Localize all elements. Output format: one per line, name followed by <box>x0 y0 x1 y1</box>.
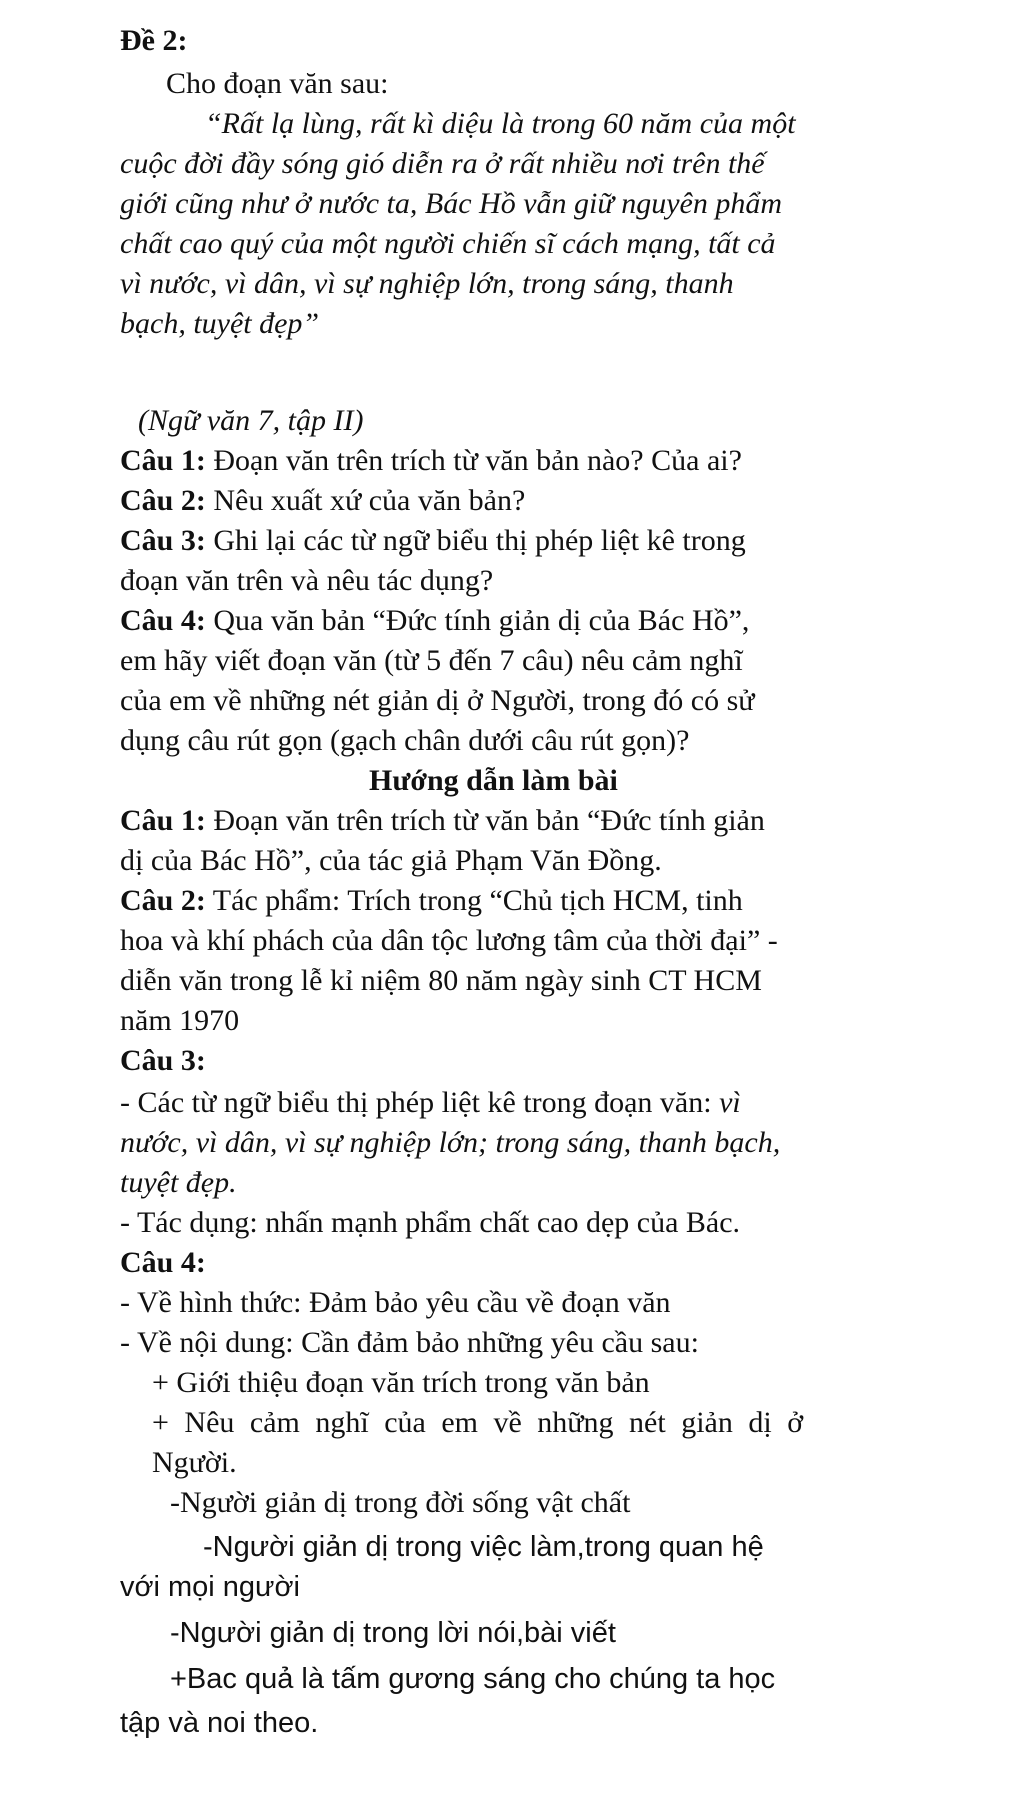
answer-1 <box>120 802 765 840</box>
question-1-text: Đoạn văn trên trích từ văn bản nào? Của ai? <box>205 444 742 477</box>
answer-3-text-2: nước, vì dân, vì sự nghiệp lớn; trong sáng, thanh bạch, <box>120 1126 781 1159</box>
question-1-label: Câu 1: <box>120 444 206 477</box>
answer-2-text-2: hoa và khí phách của dân tộc lương tâm của thời đại” - <box>120 924 778 957</box>
answer-4-text-3: + Giới thiệu đoạn văn trích trong văn bản <box>152 1366 650 1399</box>
question-3-text-1: Ghi lại các từ ngữ biểu thị phép liệt kê trong <box>205 524 746 557</box>
answer-1-text-2: dị của Bác Hồ”, của tác giả Phạm Văn Đồng. <box>120 844 662 877</box>
source-citation: (Ngữ văn 7, tập II) <box>138 404 364 437</box>
question-4-label: Câu 4: <box>120 604 206 637</box>
quote-line-5: vì nước, vì dân, vì sự nghiệp lớn, trong sáng, thanh <box>120 267 734 300</box>
quote-line-4: chất cao quý của một người chiến sĩ cách mạng, tất cả <box>120 227 776 260</box>
answer-3-text-4: - Tác dụng: nhấn mạnh phẩm chất cao dẹp của Bác. <box>120 1206 741 1239</box>
question-4-text-4: dụng câu rút gọn (gạch chân dưới câu rút gọn)? <box>120 724 690 757</box>
quote-line-1: “Rất lạ lùng, rất kì diệu là trong 60 năm của một <box>205 107 796 140</box>
answer-2-text-3: diễn văn trong lễ kỉ niệm 80 năm ngày sinh CT HCM <box>120 964 762 997</box>
answer-4-text-8: với mọi người <box>120 1571 300 1603</box>
quote-line-3: giới cũng như ở nước ta, Bác Hồ vẫn giữ nguyên phẩm <box>120 187 783 220</box>
question-2 <box>120 482 525 520</box>
answer-4-text-10: +Bac quả là tấm gương sáng cho chúng ta học <box>170 1663 776 1695</box>
answer-1-text-1: Đoạn văn trên trích từ văn bản “Đức tính giản <box>205 804 765 837</box>
question-4-text-2: em hãy viết đoạn văn (từ 5 đến 7 câu) nêu cảm nghĩ <box>120 644 743 677</box>
question-3-label: Câu 3: <box>120 524 206 557</box>
answer-4-text-1: - Về hình thức: Đảm bảo yêu cầu về đoạn văn <box>120 1286 671 1319</box>
question-3-text-2: đoạn văn trên và nêu tác dụng? <box>120 564 494 597</box>
question-3 <box>120 522 746 560</box>
guide-title: Hướng dẫn làm bài <box>369 764 618 797</box>
answer-1-label: Câu 1: <box>120 804 206 837</box>
answer-4-text-5: Người. <box>152 1446 237 1479</box>
exam-title: Đề 2: <box>120 24 188 57</box>
answer-4-text-6: -Người giản dị trong đời sống vật chất <box>170 1486 631 1519</box>
answer-3-line-1 <box>120 1084 741 1122</box>
question-4-text-3: của em về những nét giản dị ở Người, trong đó có sử <box>120 684 755 717</box>
answer-4-text-4: + Nêu cảm nghĩ của em về những nét giản dị ở <box>152 1406 804 1439</box>
answer-3-label: Câu 3: <box>120 1044 206 1077</box>
answer-3-text-3: tuyệt đẹp. <box>120 1166 237 1199</box>
question-2-label: Câu 2: <box>120 484 206 517</box>
answer-3-text-1b: vì <box>719 1086 741 1119</box>
question-4 <box>120 602 749 640</box>
answer-4-text-7: -Người giản dị trong việc làm,trong quan hệ <box>203 1531 764 1563</box>
answer-2-label: Câu 2: <box>120 884 206 917</box>
answer-4-text-2: - Về nội dung: Cần đảm bảo những yêu cầu sau: <box>120 1326 699 1359</box>
answer-4-label: Câu 4: <box>120 1246 206 1279</box>
answer-2-text-1: Tác phẩm: Trích trong “Chủ tịch HCM, tinh <box>205 884 743 917</box>
answer-3-text-1a: - Các từ ngữ biểu thị phép liệt kê trong đoạn văn: <box>120 1086 720 1119</box>
question-2-text: Nêu xuất xứ của văn bản? <box>205 484 526 517</box>
answer-2 <box>120 882 743 920</box>
quote-line-2: cuộc đời đầy sóng gió diễn ra ở rất nhiều nơi trên thế <box>120 147 765 180</box>
answer-4-text-11: tập và noi theo. <box>120 1707 319 1739</box>
question-1 <box>120 442 742 480</box>
intro-text: Cho đoạn văn sau: <box>166 67 389 100</box>
answer-2-text-4: năm 1970 <box>120 1004 240 1037</box>
question-4-text-1: Qua văn bản “Đức tính giản dị của Bác Hồ”, <box>205 604 750 637</box>
answer-4-text-9: -Người giản dị trong lời nói,bài viết <box>170 1617 616 1649</box>
quote-line-6: bạch, tuyệt đẹp” <box>120 307 320 340</box>
